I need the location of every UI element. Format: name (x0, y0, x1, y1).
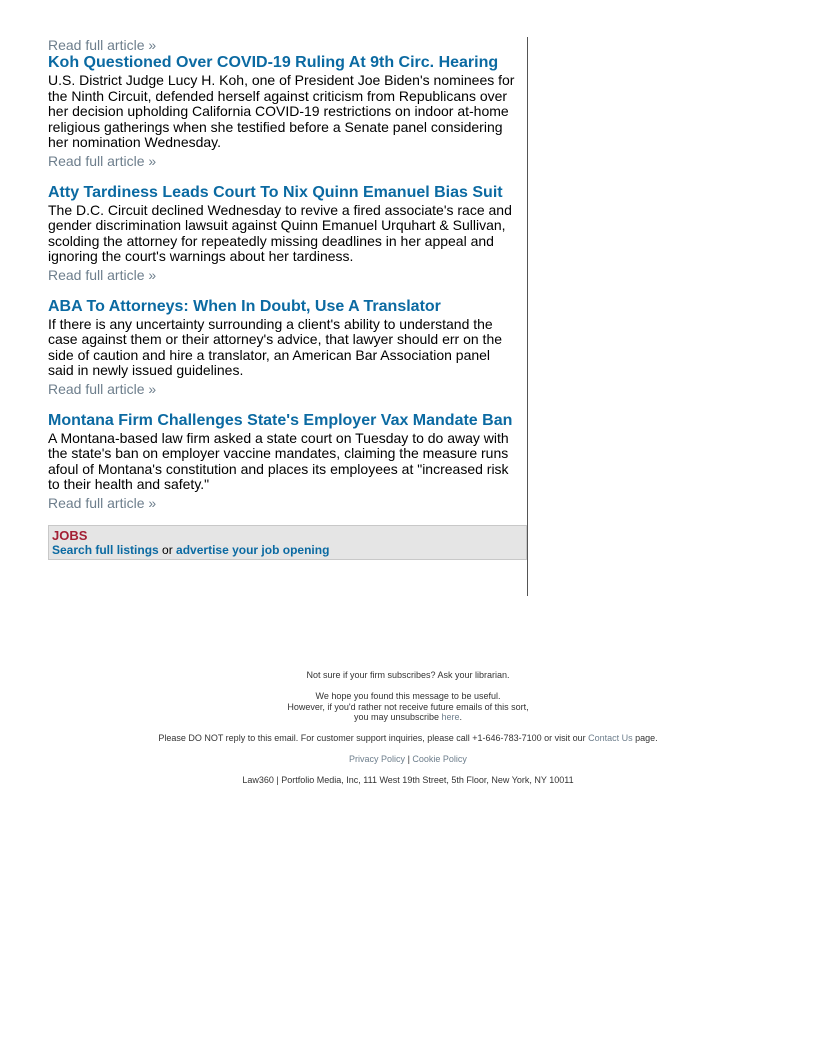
support-prefix: Please DO NOT reply to this email. For customer support inquiries, please call +1-646-783-7100 or visit our (158, 733, 589, 743)
article (48, 411, 527, 511)
search-listings-link[interactable]: Search full listings (52, 542, 159, 557)
jobs-box (48, 525, 527, 560)
article (48, 297, 527, 397)
contact-us-link[interactable]: Contact Us (588, 733, 633, 743)
advertise-job-link[interactable]: advertise your job opening (176, 542, 330, 557)
policy-separator: | (405, 754, 413, 764)
article-title-link[interactable]: Atty Tardiness Leads Court To Nix Quinn Emanuel Bias Suit (48, 183, 503, 201)
article-title-link[interactable]: Montana Firm Challenges State's Employer Vax Mandate Ban (48, 411, 513, 429)
unsubscribe-line-3-suffix: . (459, 712, 463, 722)
privacy-policy-link[interactable]: Privacy Policy (349, 754, 406, 764)
unsubscribe-line-2: However, if you'd rather not receive future emails of this sort, (287, 701, 529, 712)
read-full-article-link[interactable]: Read full article » (48, 37, 157, 53)
jobs-links (52, 543, 523, 558)
jobs-connector: or (158, 542, 177, 557)
librarian-note: Not sure if your firm subscribes? Ask your librarian. (306, 670, 510, 680)
article-title-link[interactable]: Koh Questioned Over COVID-19 Ruling At 9th Circ. Hearing (48, 54, 499, 71)
email-footer (0, 670, 816, 796)
support-note (0, 733, 816, 744)
read-full-article-link[interactable]: Read full article » (48, 494, 157, 511)
article (48, 183, 527, 283)
article-summary: U.S. District Judge Lucy H. Koh, one of President Joe Biden's nominees for the Ninth Circuit, defended herself against criticism from Republicans over her decision upholding California COVID-19 restrictions on indoor at-home religious gatherings when she testified before a Senate panel considering her nomination Wednesday. (48, 72, 515, 150)
unsubscribe-line-3-prefix: you may unsubscribe (353, 712, 442, 722)
unsubscribe-line-1: We hope you found this message to be useful. (315, 691, 501, 701)
newsletter-content (48, 37, 528, 596)
article (48, 53, 527, 169)
article-summary: If there is any uncertainty surrounding a client's ability to understand the case against them or their attorney's advice, that lawyer should err on the side of caution and hire a translator, an American Bar Association panel said in newly issued guidelines. (48, 315, 503, 378)
unsubscribe-link[interactable]: here (441, 712, 460, 722)
read-full-article-link[interactable]: Read full article » (48, 152, 157, 169)
read-full-article-link[interactable]: Read full article » (48, 266, 157, 283)
jobs-heading: JOBS (52, 527, 88, 543)
policy-links (0, 754, 816, 765)
article-title-link[interactable]: ABA To Attorneys: When In Doubt, Use A Translator (48, 297, 441, 315)
company-address: Law360 | Portfolio Media, Inc, 111 West 19th Street, 5th Floor, New York, NY 10011 (242, 775, 574, 785)
cookie-policy-link[interactable]: Cookie Policy (412, 754, 467, 764)
article-summary: The D.C. Circuit declined Wednesday to revive a fired associate's race and gender discrimination lawsuit against Quinn Emanuel Urquhart & Sullivan, scolding the attorney for repeatedly missing deadlines in her appeal and ignoring the court's warnings about her tardiness. (48, 201, 512, 264)
support-suffix: page. (632, 733, 658, 743)
read-full-article-link[interactable]: Read full article » (48, 380, 157, 397)
article-summary: A Montana-based law firm asked a state court on Tuesday to do away with the state's ban on employer vaccine mandates, claiming the measure runs afoul of Montana's constitution and places its employees at "increased risk to their health and safety." (48, 429, 509, 492)
unsubscribe-note (0, 691, 816, 723)
